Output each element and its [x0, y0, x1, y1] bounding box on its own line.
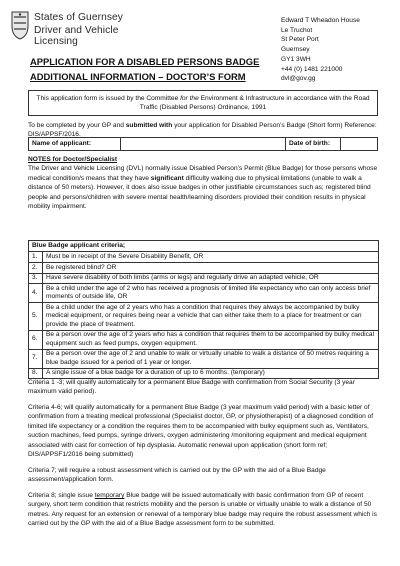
criteria-number: 2. [29, 263, 43, 274]
criteria-4-6-paragraph: Criteria 4-6; will qualify automatically for a permanent Blue Badge (3 year maximum valid period) with a basic letter of confirmation from a treating medical professional (Specialist doctor, GP, or physiotherapist) of a diagnosed condition of limited life expectancy or a condition the requires them to be accompanied with bulky equipment such as, Ventilators, suction machines, feed pumps, syringe drivers, oxygen administering /monitoring equipment and medical equipment associated with cast for correction of hip dysplasia. Automatic renewal upon application (short form ref; DIS/APPSF1/2016 being submitted) [28, 404, 374, 459]
address-line: Le Truchot [281, 26, 313, 34]
criteria-8-paragraph [28, 491, 379, 529]
name-label: Name of applicant: [29, 138, 121, 150]
criteria-8-text: Criteria 8; single issue [28, 492, 95, 499]
criteria-text: Must be in receipt of the Severe Disability Benefit, OR [43, 252, 379, 263]
criteria-number: 4. [29, 284, 43, 303]
criteria-number: 5. [29, 303, 43, 330]
address-line: Edward T Wheadon House [281, 17, 360, 24]
name-field[interactable] [121, 138, 286, 150]
criteria-text: Have severe disability of both limbs (arms or legs) and regularly drive an adapted vehicle, OR [43, 273, 379, 284]
criteria-text: Be a person over the age of 2 years who has a condition that requires them to be accompanied by bulky medical equipment such as feed pumps, oxygen equipment. [43, 330, 379, 349]
table-row [29, 263, 379, 274]
notes-text-end: difficulty walking due to physical limitations (unable to walk a distance of 50 meters). However, it does also issue badges in other justifiable circumstances such as; registered blind people and persons/children with severe mental health/learning disorders provided their condition results in physical mobility impairment. [28, 174, 371, 211]
instruction-text: To be completed by your GP and [28, 122, 126, 129]
notes-body [28, 164, 379, 211]
criteria-number: 6. [29, 330, 43, 349]
crest-icon [10, 10, 30, 40]
criteria-number: 7. [29, 349, 43, 368]
table-row [29, 284, 379, 303]
table-row [29, 273, 379, 284]
table-row [29, 303, 379, 330]
criteria-text: Be a person over the age of 2 and unable to walk or virtually unable to walk a distance of 50 metres requiring a blue badge issued for a period of 1 year or longer. [43, 349, 379, 368]
table-row [29, 330, 379, 349]
criteria-header: Blue Badge applicant criteria; [29, 241, 379, 252]
title-line-2: ADDITIONAL INFORMATION – DOCTOR’S FORM [30, 71, 246, 82]
criteria-7-paragraph: Criteria 7; will require a robust assessment which is carried out by the GP with the aid of a Blue Badge assessment/application form. [28, 467, 326, 484]
criteria-8-text-end: Blue badge will be issued automatically with basic confirmation from GP of recent surgery, short term condition that restricts mobility and the person is unable or virtually unable to walk a distance of 50 metres. Any request for an extension or renewal of a temporary blue badge may require the robust assessment which is carried out by the GP with the aid of a Blue Badge assessment form to be submitted. [28, 492, 377, 528]
instruction-text-end: your application for Disabled Person’s Badge (Short form) Reference: DIS/APPSF/2016. [28, 122, 377, 139]
form-title [30, 54, 280, 84]
dob-field[interactable] [341, 138, 377, 150]
criteria-table [28, 240, 379, 379]
address-line: St Peter Port [281, 36, 319, 44]
email-address: dvl@gov.gg [281, 75, 316, 83]
notes-section [28, 155, 379, 211]
committee-text: This application form is issued by the Committee [36, 95, 181, 102]
dob-label: Date of birth: [286, 138, 341, 150]
committee-text-end: Environment & Infrastructure in accordance with the Road Traffic (Disabled Persons) Ordinance, 1991 [139, 95, 370, 111]
table-row [29, 349, 379, 368]
criteria-text: Be registered blind? OR [43, 263, 379, 274]
office-address [281, 16, 360, 84]
notes-bold: significant [150, 174, 184, 182]
states-of-guernsey-logo [10, 10, 160, 47]
phone-number: +44 (0) 1481 221000 [281, 65, 343, 73]
applicant-details-row [28, 137, 378, 151]
criteria-number: 3. [29, 273, 43, 284]
criteria-text: Be a child under the age of 2 years who has a condition that requires they always be accompanied by bulky medical equipment, or requires being near a vehicle that can either take them to a place for treatment or can provide the place of treatment. [43, 303, 379, 330]
notes-heading: NOTES for Doctor/Specialist [28, 156, 118, 163]
address-line: Guernsey [281, 46, 310, 54]
criteria-text: A single issue of a blue badge for a duration of up to 6 months. (temporary) [43, 368, 379, 379]
notes-text: The Driver and Vehicle Licensing (DVL) normally issue Disabled Person’s Permit (Blue Badge) for those persons whose medical condition/s means that they have [28, 165, 378, 182]
instruction-bold: submitted with [125, 122, 173, 129]
criteria-number: 8. [29, 368, 43, 379]
criteria-number: 1. [29, 252, 43, 263]
committee-italic: for the [180, 95, 199, 102]
address-line: GY1 3WH [281, 55, 311, 63]
logo-line-1: States of Guernsey [34, 12, 124, 23]
table-header-row [29, 241, 379, 252]
criteria-text: Be a child under the age of 2 who has received a prognosis of limited life expectancy who can only access brief moments of outside life, OR [43, 284, 379, 303]
committee-notice-box [28, 90, 378, 116]
table-row [29, 252, 379, 263]
criteria-1-3-paragraph: Criteria 1 -3; will qualify automatically for a permanent Blue Badge with confirmation from Social Security (3 year maximum valid period). [28, 379, 355, 396]
logo-line-2: Driver and Vehicle Licensing [34, 25, 119, 47]
temporary-underlined: temporary [94, 492, 125, 499]
title-line-1: APPLICATION FOR A DISABLED PERSONS BADGE [30, 56, 260, 67]
